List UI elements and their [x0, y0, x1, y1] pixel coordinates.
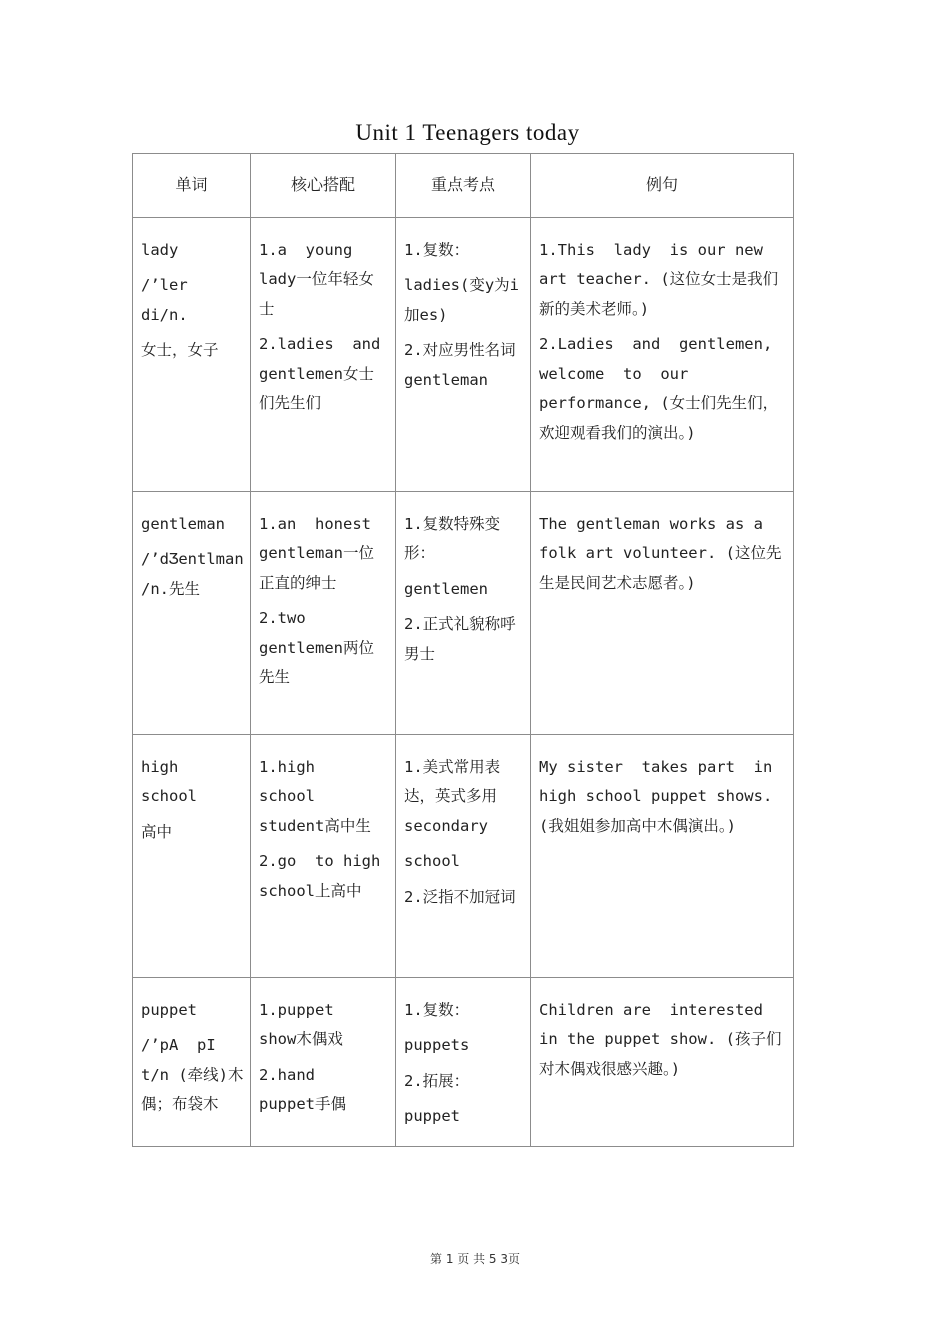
key-point-cell-line: school — [404, 852, 460, 871]
example-cell-line: Children are interested in the puppet show. (孩子们对木偶戏很感兴趣。) — [539, 1001, 782, 1078]
word-cell — [133, 218, 251, 492]
collocation-cell-line: 1.puppet show木偶戏 — [259, 1001, 353, 1049]
key-point-cell — [396, 218, 531, 492]
word-cell-line: 高中 — [141, 822, 173, 841]
collocation-cell — [251, 492, 396, 735]
table-row — [133, 218, 794, 492]
example-cell — [531, 492, 794, 735]
collocation-cell-line: 2.two gentlemen两位先生 — [259, 609, 374, 687]
page-footer: 第 1 页 共 5 3页 — [430, 1252, 520, 1266]
word-cell — [133, 735, 251, 978]
header-collocations: 核心搭配 — [251, 154, 396, 218]
header-key-points: 重点考点 — [396, 154, 531, 218]
key-point-cell-line: ladies(变y为i加es) — [404, 276, 519, 324]
word-cell-line: gentleman — [141, 515, 225, 533]
word-cell-line: /’pA pI t/n (牵线)木偶；布袋木 — [141, 1036, 244, 1114]
example-cell-line: The gentleman works as a folk art volunteer. (这位先生是民间艺术志愿者。) — [539, 515, 782, 592]
word-cell-line: 女士，女子 — [141, 341, 219, 360]
key-point-cell-line: 2.正式礼貌称呼男士 — [404, 615, 516, 663]
vocabulary-table — [132, 153, 794, 1147]
word-cell-line: puppet — [141, 1001, 197, 1019]
table-row — [133, 492, 794, 735]
collocation-cell-line: 2.go to high school上高中 — [259, 852, 390, 900]
word-cell-line: high school — [141, 758, 197, 806]
key-point-cell — [396, 735, 531, 978]
table-header-row — [133, 154, 794, 218]
table-row — [133, 978, 794, 1147]
key-point-cell-line: 1.美式常用表达，英式多用secondary — [404, 758, 501, 835]
key-point-cell-line: puppet — [404, 1107, 460, 1126]
word-cell-line: /’dƷentlman/n.先生 — [141, 550, 244, 598]
word-cell — [133, 978, 251, 1147]
word-cell-line: lady — [141, 241, 179, 259]
collocation-cell-line: 1.an honest gentleman一位正直的绅士 — [259, 515, 381, 592]
word-cell — [133, 492, 251, 735]
key-point-cell-line: 2.对应男性名词gentleman — [404, 341, 516, 389]
header-word: 单词 — [133, 154, 251, 218]
collocation-cell-line: 2.ladies and gentlemen女士们先生们 — [259, 335, 390, 413]
key-point-cell-line: gentlemen — [404, 579, 488, 598]
example-cell — [531, 978, 794, 1147]
example-cell-line: My sister takes part in high school puppet shows. (我姐姐参加高中木偶演出。) — [539, 758, 782, 835]
key-point-cell-line: 2.拓展： — [404, 1071, 470, 1090]
key-point-cell — [396, 492, 531, 735]
header-examples: 例句 — [531, 154, 794, 218]
collocation-cell-line: 2.hand puppet手偶 — [259, 1065, 346, 1114]
table-row — [133, 735, 794, 978]
key-point-cell-line: 1.复数特殊变形： — [404, 515, 501, 563]
key-point-cell-line: 1.复数： — [404, 241, 470, 259]
collocation-cell — [251, 218, 396, 492]
example-cell — [531, 218, 794, 492]
example-cell — [531, 735, 794, 978]
key-point-cell-line: 1.复数： — [404, 1001, 470, 1019]
example-cell-line: 2.Ladies and gentlemen, welcome to our performance, (女士们先生们，欢迎观看我们的演出。) — [539, 335, 782, 442]
key-point-cell-line: 2.泛指不加冠词 — [404, 887, 516, 906]
collocation-cell-line: 1.high school student高中生 — [259, 758, 371, 835]
page-title: Unit 1 Teenagers today — [355, 120, 580, 145]
collocation-cell-line: 1.a young lady一位年轻女士 — [259, 241, 374, 318]
key-point-cell-line: puppets — [404, 1036, 470, 1055]
example-cell-line: 1.This lady is our new art teacher. (这位女士是我们新的美术老师。) — [539, 241, 779, 318]
key-point-cell — [396, 978, 531, 1147]
word-cell-line: /’ler di/n. — [141, 276, 207, 324]
collocation-cell — [251, 735, 396, 978]
collocation-cell — [251, 978, 396, 1147]
